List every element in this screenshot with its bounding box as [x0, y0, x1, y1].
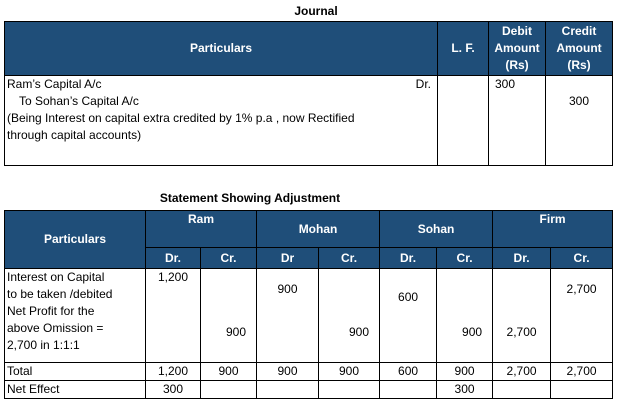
net-effect-row [5, 381, 613, 399]
net-ram-dr: 300 [146, 381, 201, 399]
net-sohan-cr: 300 [437, 381, 493, 399]
cell-ram-cr [201, 269, 257, 363]
total-sohan-cr: 900 [437, 363, 493, 381]
row1-text-2: to be taken /debited [7, 287, 113, 301]
journal-entry-particulars [5, 76, 438, 166]
credit-header-line-1: Credit [561, 24, 597, 38]
cell-mohan-cr [319, 269, 380, 363]
row2-text-1: Net Profit for the [7, 304, 95, 318]
sub-sohan-dr: Dr. [380, 248, 437, 269]
net-mohan-cr [319, 381, 380, 399]
mohan-dr-value: 900 [277, 282, 298, 296]
ram-dr-value: 1,200 [157, 270, 189, 284]
statement-header-particulars: Particulars [5, 211, 146, 269]
row2-text-2: above Omission = [7, 321, 104, 335]
total-ram-dr: 1,200 [146, 363, 201, 381]
net-ram-cr [201, 381, 257, 399]
narration: (Being Interest on capital extra credited by 1% p.a , now Rectified through capital accounts) [7, 111, 355, 142]
journal-entry-row [5, 76, 613, 166]
credit-header-line-2: Amount [556, 41, 602, 55]
row2-text-3: 2,700 in 1:1:1 [7, 338, 80, 352]
debit-header-line-1: Debit [502, 24, 532, 38]
journal-title: Journal [294, 4, 338, 18]
sohan-cr-value: 900 [462, 325, 483, 339]
row1-text-1: Interest on Capital [7, 270, 105, 284]
journal-header-row [5, 22, 613, 76]
cell-ram-dr [146, 269, 201, 363]
debit-account: Ram’s Capital A/c [7, 77, 102, 91]
journal-table [4, 21, 613, 166]
journal-entry-lf [438, 76, 489, 166]
cell-firm-cr [551, 269, 613, 363]
total-ram-cr: 900 [201, 363, 257, 381]
header-mohan: Mohan [257, 211, 380, 248]
total-firm-dr: 2,700 [493, 363, 551, 381]
table-row [5, 269, 613, 363]
debit-header-line-3: (Rs) [505, 58, 529, 72]
firm-cr-value: 2,700 [566, 282, 597, 296]
mohan-cr-value: 900 [349, 325, 370, 339]
sohan-dr-value: 600 [398, 290, 419, 304]
cell-sohan-dr [380, 269, 437, 363]
ram-cr-value: 900 [225, 325, 247, 339]
sub-ram-dr: Dr. [146, 248, 201, 269]
sub-sohan-cr: Cr. [437, 248, 493, 269]
journal-debit-amount: 300 [489, 76, 546, 166]
statement-title: Statement Showing Adjustment [159, 191, 341, 205]
net-sohan-dr [380, 381, 437, 399]
sub-mohan-cr: Cr. [319, 248, 380, 269]
credit-header-line-3: (Rs) [567, 58, 591, 72]
total-sohan-dr: 600 [380, 363, 437, 381]
total-row [5, 363, 613, 381]
debit-header-line-2: Amount [494, 41, 540, 55]
cell-firm-dr [493, 269, 551, 363]
cell-sohan-cr [437, 269, 493, 363]
dr-label: Dr. [415, 77, 431, 91]
net-mohan-dr [257, 381, 319, 399]
net-firm-dr [493, 381, 551, 399]
header-sohan: Sohan [380, 211, 493, 248]
header-firm: Firm [493, 211, 613, 248]
net-firm-cr [551, 381, 613, 399]
journal-header-credit [546, 22, 613, 76]
row-particulars [5, 269, 146, 363]
total-mohan-dr: 900 [257, 363, 319, 381]
statement-table [4, 210, 613, 399]
sub-firm-cr: Cr. [551, 248, 613, 269]
cell-mohan-dr [257, 269, 319, 363]
sub-ram-cr: Cr. [201, 248, 257, 269]
journal-header-debit [489, 22, 546, 76]
total-firm-cr: 2,700 [551, 363, 613, 381]
firm-dr-value: 2,700 [506, 325, 537, 339]
journal-header-particulars: Particulars [5, 22, 438, 76]
total-mohan-cr: 900 [319, 363, 380, 381]
sub-firm-dr: Dr. [493, 248, 551, 269]
sub-mohan-dr: Dr [257, 248, 319, 269]
journal-debit-line [5, 76, 437, 93]
header-ram: Ram [146, 211, 257, 248]
credit-account: To Sohan’s Capital A/c [19, 94, 139, 108]
total-label: Total [5, 363, 146, 381]
net-effect-label: Net Effect [5, 381, 146, 399]
journal-credit-amount: 300 [546, 76, 613, 166]
statement-header-row-1 [5, 211, 613, 248]
journal-header-lf: L. F. [438, 22, 489, 76]
